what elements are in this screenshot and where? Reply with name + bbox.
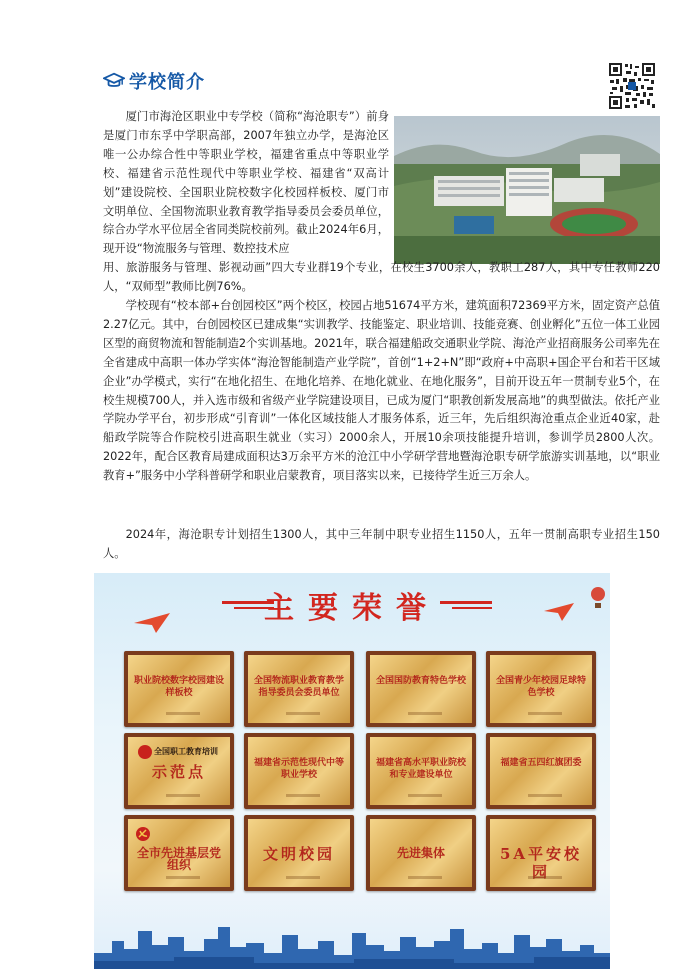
plaque-text: 全国物流职业教育教学指导委员会委员单位 [254,676,345,698]
honor-plaque [124,815,234,891]
plaque-text: 福建省五四红旗团委 [500,758,582,768]
honor-plaque [486,651,596,727]
honor-plaque [366,651,476,727]
plaque-text: 福建省高水平职业院校和专业建设单位 [376,758,467,780]
plaque-text: 文明校园 [262,845,335,863]
campus-aerial-photo [394,116,660,264]
plaque-text: 福建省示范性现代中等职业学校 [254,758,345,780]
honor-plaque [366,815,476,891]
honors-panel [94,573,610,969]
plaque-text: 示范点 [151,763,206,781]
plaque-text: 全市先进基层党组织 [136,846,221,872]
honor-plaque [244,651,354,727]
plaque-text: 职业院校数字校园建设样板校 [134,676,225,698]
plaque-text: 5A平安校园 [499,845,583,881]
city-skyline-illustration [94,919,610,969]
intro-paragraph-1: 厦门市海沧区职业中专学校（简称“海沧职专”）前身是厦门市东孚中学职高部，2007年独立办学，是海沧区唯一公办综合性中等职业学校，福建省重点中等职业学校、福建省示范性现代中等职业学校、福建省“双高计划”建设院校、全国职业院校数字化校园样板校、厦门市文明单位、全国物流职业教育教学指导委员会委员单位，综合办学水平位居全省同类院校前列。截止2024年6月，现开设“物流服务与管理、数控技术应 [103,110,389,256]
honors-title: 主要荣誉 [264,591,440,626]
honor-plaque [244,733,354,809]
page-title: 学校简介 [129,72,205,93]
honor-plaque [244,815,354,891]
honor-plaque [366,733,476,809]
plaque-emblem-label: 全国职工教育培训 [154,747,218,756]
section-title [103,68,205,94]
graduation-cap-icon [103,71,125,91]
qr-code-icon [608,62,656,110]
plaque-text: 全国国防教育特色学校 [376,676,467,686]
honor-plaque [486,733,596,809]
intro-paragraph-2: 学校现有“校本部+台创园校区”两个校区，校园占地51674平方米，建筑面积72369平方米，固定资产总值2.27亿元。其中，台创园校区已建成集“实训教学、技能鉴定、职业培训、技能竞赛、创业孵化”五位一体工业园区型的商贸物流和智能制造2个实训基地。2021年，联合福建船政交通职业学院、海沧产业招商服务公司率先在全省建成中高职一体办学实体“海沧智能制造产业学院”，首创“1+2+N”即“政府+中高职+国企平台和若干区域企业”办学模式，实行“在地化招生、在地化培养、在地化就业、在地化服务”，目前开设五年一贯制专业5个，在校生规模700人，并入选市级和省级产业学院建设项目，已成为厦门“职教创新发展高地”的典型做法。依托产业学院办学平台，初步形成“引育训”一体化区域技能人才服务体系，近三年，先后组织海沧重点企业近40家，赴船政学院等合作院校引进高职生就业（实习）2000余人，开展10余项技能提升培训，参训学员2800人次。2022年，配合区教育局建成面积达3万余平方米的沧江中小学研学营地暨海沧职专研学旅游实训基地，以“职业教育+”服务中小学科普研学和职业启蒙教育，项目落实以来，已接待学生近三万余人。 [103,299,660,483]
honor-plaque [486,815,596,891]
plaque-text: 先进集体 [396,846,445,860]
union-emblem-icon [138,745,152,759]
intro-paragraph-1-continued: 用、旅游服务与管理、影视动画”四大专业群19个专业，在校生3700余人，教职工287人，其中专任教师220人，“双师型”教师比例76%。 [103,261,660,293]
plaque-text: 全国青少年校园足球特色学校 [496,676,587,698]
honor-plaque [124,651,234,727]
party-emblem-icon [136,827,150,841]
honor-plaque [124,733,234,809]
intro-paragraph-3: 2024年，海沧职专计划招生1300人，其中三年制中职专业招生1150人，五年一贯制高职专业招生150人。 [103,528,660,560]
